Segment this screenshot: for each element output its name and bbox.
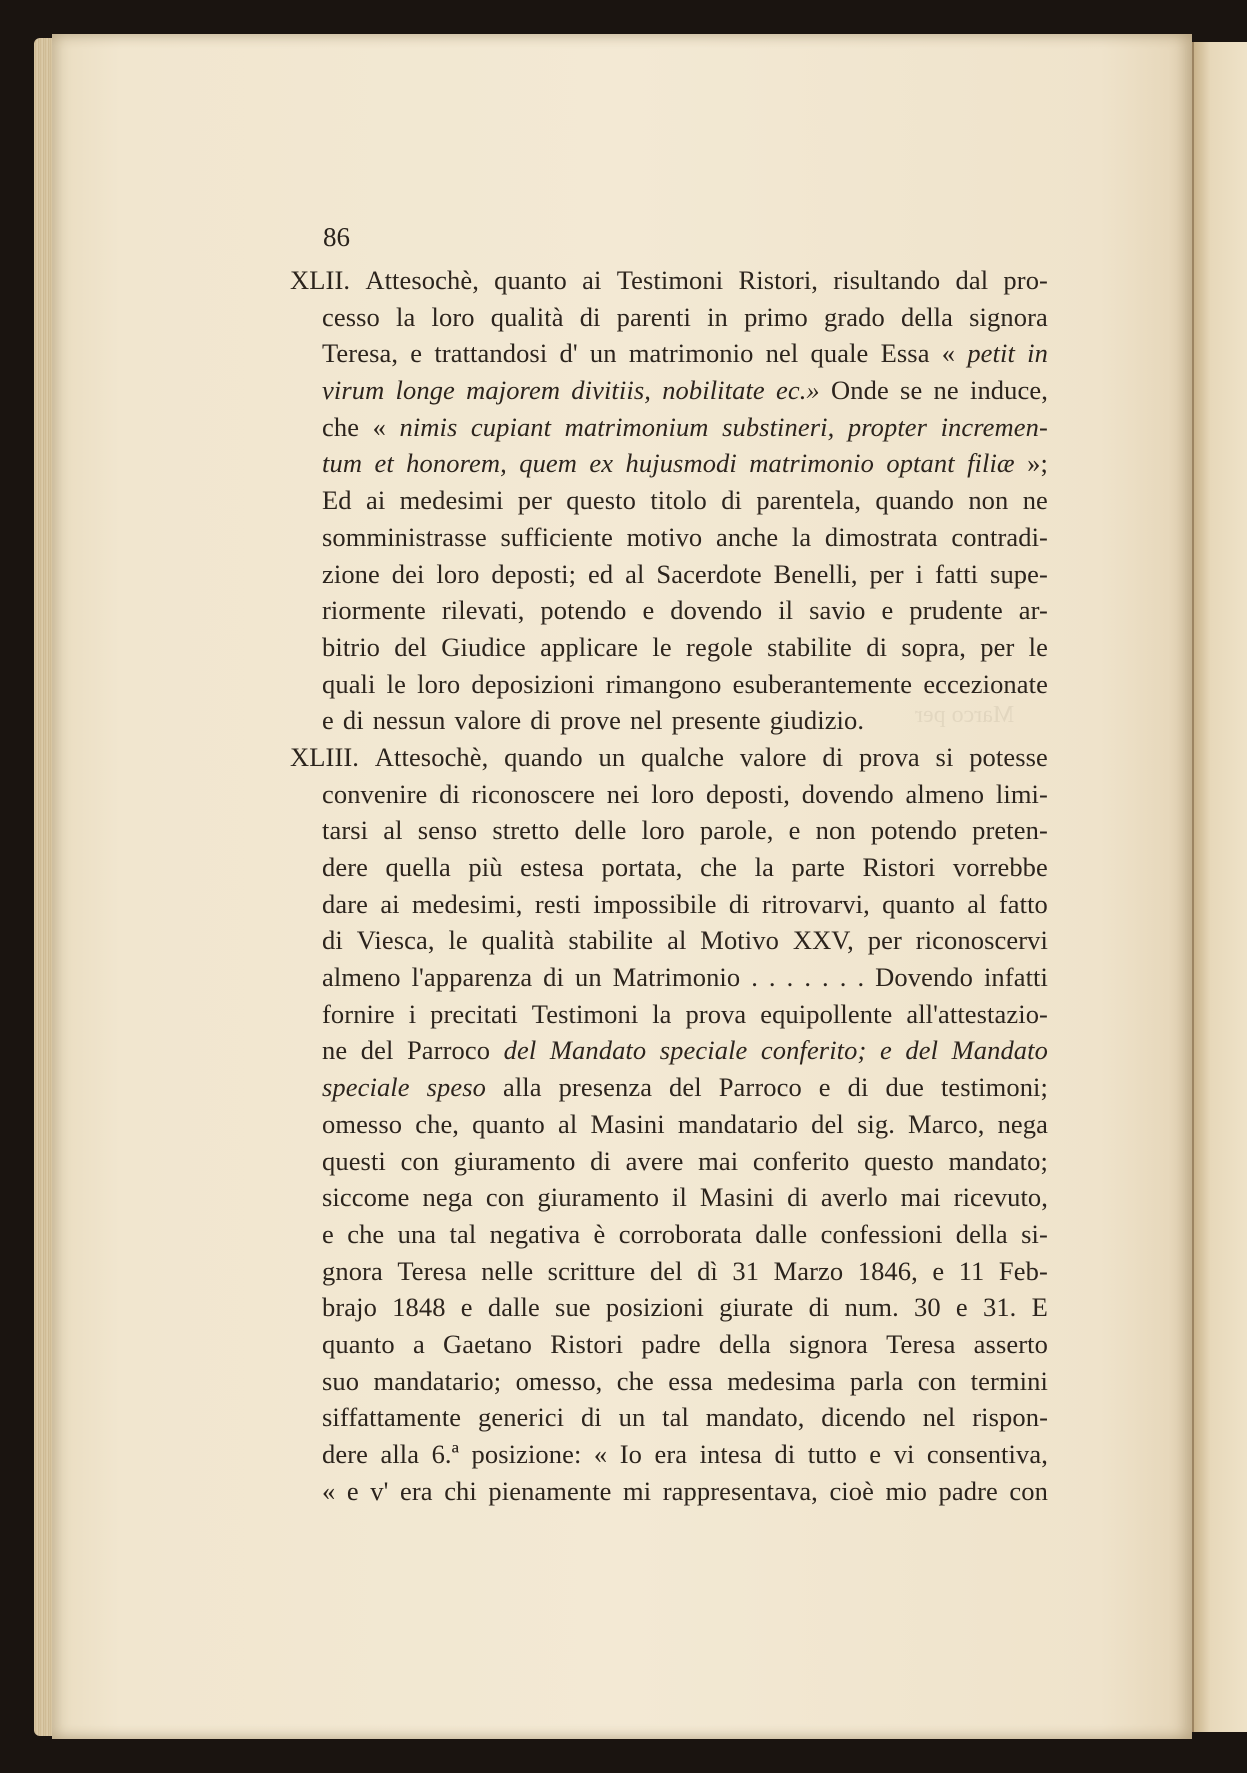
text-line: tarsi al senso stretto delle loro parole, e non potendo preten- xyxy=(322,815,1048,846)
text-line: Ed ai medesimi per questo titolo di parentela, quando non ne xyxy=(322,485,1048,516)
text-line: zione dei loro deposti; ed al Sacerdote Benelli, per i fatti supe- xyxy=(322,558,1048,589)
text-line: gnora Teresa nelle scritture del dì 31 Marzo 1846, e 11 Feb- xyxy=(322,1255,1048,1286)
text-line: siffattamente generici di un tal mandato, dicendo nel rispon- xyxy=(322,1402,1048,1433)
text-line: virum longe majorem divitiis, nobilitate ec.» Onde se ne induce, xyxy=(322,375,1048,406)
text-line: quali le loro deposizioni rimangono esuberantemente eccezionate xyxy=(322,668,1048,699)
text-line: dere alla 6.ª posizione: « Io era intesa di tutto e vi consentiva, xyxy=(322,1439,1048,1469)
text-line: dare ai medesimi, resti impossibile di ritrovarvi, quanto al fatto xyxy=(322,888,1048,919)
text-line: somministrasse sufficiente motivo anche la dimostrata contradi- xyxy=(322,521,1048,552)
text-line: di Viesca, le qualità stabilite al Motivo XXV, per riconoscervi xyxy=(322,925,1048,956)
text-line: convenire di riconoscere nei loro deposti, dovendo almeno limi- xyxy=(322,778,1048,809)
text-line: dere quella più estesa portata, che la parte Ristori vorrebbe xyxy=(322,852,1048,882)
page-number: 86 xyxy=(323,222,350,252)
bleed-through-text: Marco per xyxy=(915,702,1015,728)
text-line: Teresa, e trattandosi d' un matrimonio nel quale Essa « petit in xyxy=(322,338,1048,369)
text-line: e che una tal negativa è corroborata dalle confessioni della si- xyxy=(322,1218,1048,1249)
text-line: XLII. Attesochè, quanto ai Testimoni Ristori, risultando dal pro- xyxy=(290,265,1048,295)
text-line: bitrio del Giudice applicare le regole stabilite di sopra, per le xyxy=(322,631,1048,662)
text-line: omesso che, quanto al Masini mandatario del sig. Marco, nega xyxy=(322,1108,1048,1139)
text-line: fornire i precitati Testimoni la prova equipollente all'attestazio- xyxy=(322,998,1048,1029)
text-line: tum et honorem, quem ex hujusmodi matrimonio optant filiæ »; xyxy=(322,448,1048,479)
text-line: e di nessun valore di prove nel presente giudizio. xyxy=(322,705,865,736)
text-line: questi con giuramento di avere mai conferito questo mandato; xyxy=(322,1145,1048,1176)
text-line: speciale speso alla presenza del Parroco e di due testimoni; xyxy=(322,1072,1048,1103)
text-line: ne del Parroco del Mandato speciale conferito; e del Mandato xyxy=(322,1035,1048,1066)
text-line: almeno l'apparenza di un Matrimonio . . . . . . . Dovendo infatti xyxy=(322,962,1048,993)
text-line: quanto a Gaetano Ristori padre della signora Teresa asserto xyxy=(322,1328,1048,1359)
text-line: che « nimis cupiant matrimonium substineri, propter incremen- xyxy=(322,411,1048,442)
text-line: « e v' era chi pienamente mi rappresentava, cioè mio padre con xyxy=(322,1475,1048,1506)
text-line: suo mandatario; omesso, che essa medesima parla con termini xyxy=(322,1365,1048,1396)
body-text xyxy=(290,262,1048,1509)
text-line: XLIII. Attesochè, quando un qualche valore di prova si potesse xyxy=(290,741,1048,772)
text-line: cesso la loro qualità di parenti in primo grado della signora xyxy=(322,301,1048,332)
text-line: brajo 1848 e dalle sue posizioni giurate di num. 30 e 31. E xyxy=(322,1292,1048,1323)
text-line: riormente rilevati, potendo e dovendo il savio e prudente ar- xyxy=(322,595,1048,626)
text-line: siccome nega con giuramento il Masini di averlo mai ricevuto, xyxy=(322,1182,1048,1213)
facing-page-edge xyxy=(1192,42,1247,1732)
